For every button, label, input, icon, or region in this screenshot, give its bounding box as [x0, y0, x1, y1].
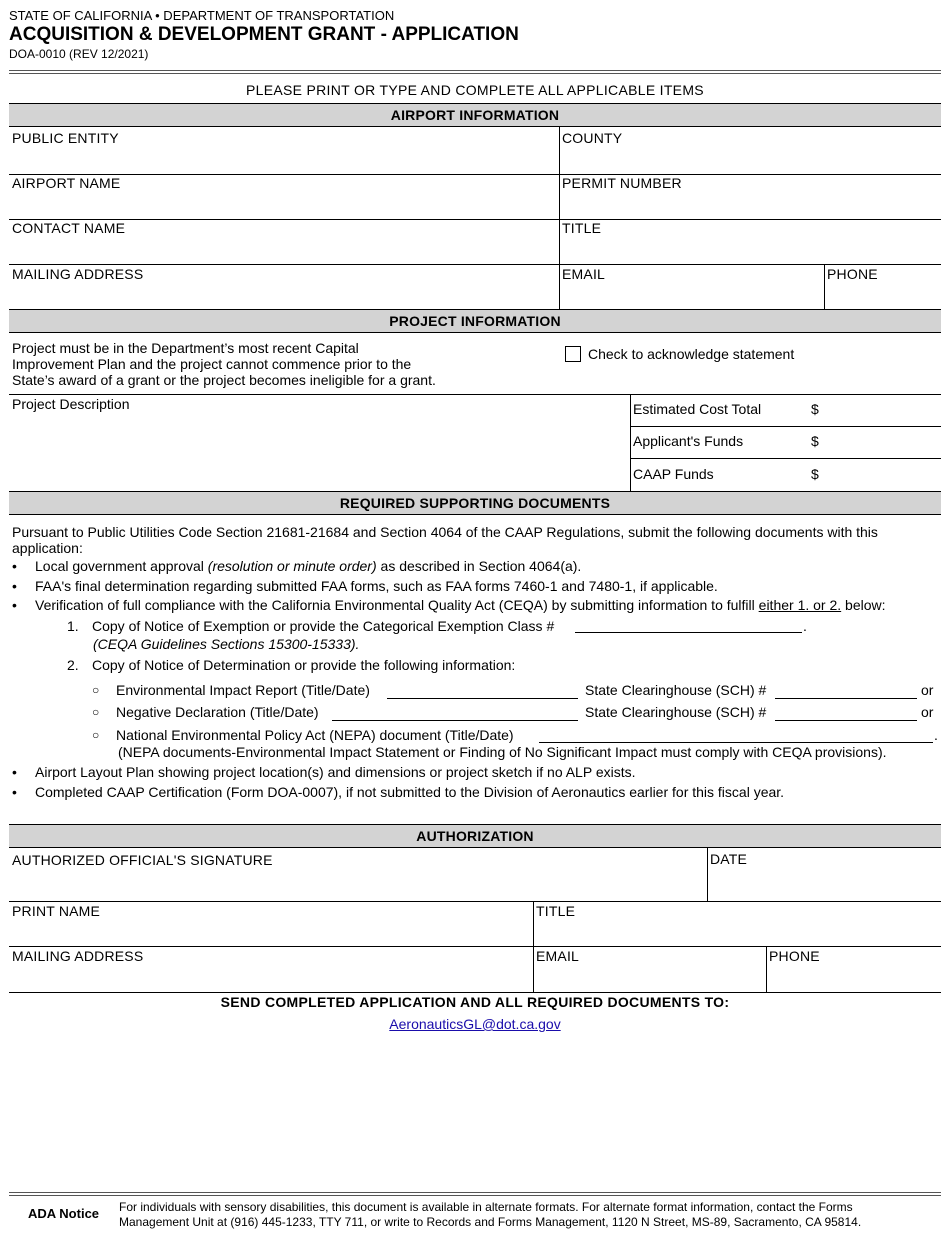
- nepa-note: (NEPA documents-Environmental Impact Statement or Finding of No Significant Impact must comply with CEQA provisions).: [118, 744, 887, 760]
- docs-intro-2: application:: [12, 540, 83, 556]
- bullet: •: [12, 764, 17, 780]
- doc-item-faa: FAA's final determination regarding submitted FAA forms, such as FAA forms 7460-1 and 7480-1, if applicable.: [35, 578, 718, 594]
- auth-phone-divider: [766, 946, 767, 992]
- agency-line: STATE OF CALIFORNIA • DEPARTMENT OF TRANSPORTATION: [9, 8, 395, 23]
- notice-of-exemption: Copy of Notice of Exemption or provide the Categorical Exemption Class #: [92, 618, 555, 634]
- project-statement-2: Improvement Plan and the project cannot commence prior to the: [12, 356, 412, 372]
- row-rule: [9, 219, 941, 220]
- auth-email-field[interactable]: EMAIL: [536, 948, 580, 964]
- public-entity-field[interactable]: PUBLIC ENTITY: [12, 130, 119, 146]
- cost-col-divider: [630, 394, 631, 491]
- circle-bullet: ○: [92, 705, 100, 719]
- send-instruction: SEND COMPLETED APPLICATION AND ALL REQUIRED DOCUMENTS TO:: [220, 994, 730, 1010]
- project-statement-1: Project must be in the Department’s most recent Capital: [12, 340, 359, 356]
- docs-heading: REQUIRED SUPPORTING DOCUMENTS: [9, 491, 941, 515]
- neg-sch-label: State Clearinghouse (SCH) #: [585, 704, 767, 720]
- docs-intro-1: Pursuant to Public Utilities Code Section 21681-21684 and Section 4064 of the CAAP Regulations, submit the following documents with this: [12, 524, 878, 540]
- ada-rule-2: [9, 1195, 941, 1196]
- ceqa-guidelines: (CEQA Guidelines Sections 15300-15333).: [93, 636, 360, 652]
- or-text: or: [921, 704, 934, 720]
- ada-text-1: For individuals with sensory disabilities, this document is available in alternate formats. For alternate format information, contact the Forms: [119, 1200, 853, 1214]
- negative-declaration-input[interactable]: [332, 720, 578, 721]
- eir-label: Environmental Impact Report (Title/Date): [116, 682, 370, 698]
- send-email-link[interactable]: AeronauticsGL@dot.ca.gov: [389, 1016, 561, 1032]
- phone-divider: [824, 265, 825, 310]
- exemption-class-input[interactable]: [575, 632, 802, 633]
- nepa-label: National Environmental Policy Act (NEPA) document (Title/Date): [116, 727, 514, 743]
- phone-field[interactable]: PHONE: [827, 266, 878, 282]
- applicant-funds-label: Applicant's Funds: [633, 433, 744, 449]
- ada-text-2: Management Unit at (916) 445-1233, TTY 711, or write to Records and Forms Management, 1120 N Street, MS-89, Sacramento, CA 95814.: [119, 1215, 862, 1229]
- county-field[interactable]: COUNTY: [562, 130, 623, 146]
- or-text: or: [921, 682, 934, 698]
- header-rule-2: [9, 73, 941, 74]
- circle-bullet: ○: [92, 728, 100, 742]
- bullet: •: [12, 578, 17, 594]
- bullet: •: [12, 597, 17, 613]
- caap-funds-label: CAAP Funds: [633, 466, 714, 482]
- notice-of-determination: Copy of Notice of Determination or provide the following information:: [92, 657, 516, 673]
- row-rule: [9, 264, 941, 265]
- contact-name-field[interactable]: CONTACT NAME: [12, 220, 126, 236]
- contact-title-field[interactable]: TITLE: [562, 220, 602, 236]
- neg-sch-input[interactable]: [775, 720, 917, 721]
- period: .: [934, 727, 938, 743]
- item-number-2: 2.: [67, 657, 79, 673]
- project-statement-3: State’s award of a grant or the project becomes ineligible for a grant.: [12, 372, 436, 388]
- item-number-1: 1.: [67, 618, 79, 634]
- header-rule: [9, 70, 941, 71]
- acknowledge-label: Check to acknowledge statement: [588, 346, 795, 362]
- caap-funds-field[interactable]: $: [811, 466, 819, 482]
- airport-name-field[interactable]: AIRPORT NAME: [12, 175, 121, 191]
- row-rule: [9, 174, 941, 175]
- estimated-cost-label: Estimated Cost Total: [633, 401, 762, 417]
- auth-mailing-address-field[interactable]: MAILING ADDRESS: [12, 948, 144, 964]
- auth-date-divider: [707, 848, 708, 901]
- cost-rule: [630, 458, 941, 459]
- mailing-address-field[interactable]: MAILING ADDRESS: [12, 266, 144, 282]
- auth-rule: [9, 946, 941, 947]
- authorization-heading: AUTHORIZATION: [9, 824, 941, 848]
- instruction-line: PLEASE PRINT OR TYPE AND COMPLETE ALL APPLICABLE ITEMS: [246, 82, 704, 98]
- auth-rule: [9, 992, 941, 993]
- airport-info-heading: AIRPORT INFORMATION: [9, 103, 941, 127]
- doc-item-certification: Completed CAAP Certification (Form DOA-0007), if not submitted to the Division of Aeronautics earlier for this fiscal year.: [35, 784, 785, 800]
- eir-input[interactable]: [387, 698, 578, 699]
- doc-item-local-approval: Local government approval (resolution or minute order) as described in Section 4064(a).: [35, 558, 582, 574]
- nepa-input[interactable]: [539, 742, 933, 743]
- permit-number-field[interactable]: PERMIT NUMBER: [562, 175, 682, 191]
- estimated-cost-field[interactable]: $: [811, 401, 819, 417]
- bullet: •: [12, 558, 17, 574]
- project-description-field[interactable]: Project Description: [12, 396, 130, 412]
- acknowledge-checkbox[interactable]: [565, 346, 581, 362]
- ada-rule: [9, 1192, 941, 1193]
- cost-rule: [630, 426, 941, 427]
- signature-field[interactable]: AUTHORIZED OFFICIAL'S SIGNATURE: [12, 852, 273, 868]
- ada-label: ADA Notice: [28, 1206, 100, 1221]
- auth-title-field[interactable]: TITLE: [536, 903, 576, 919]
- auth-phone-field[interactable]: PHONE: [769, 948, 820, 964]
- circle-bullet: ○: [92, 683, 100, 697]
- doc-item-ceqa: Verification of full compliance with the California Environmental Quality Act (CEQA) by submitting information to fulfill either 1. or 2. below:: [35, 597, 886, 613]
- form-number: DOA-0010 (REV 12/2021): [9, 47, 149, 61]
- negative-declaration-label: Negative Declaration (Title/Date): [116, 704, 319, 720]
- project-info-heading: PROJECT INFORMATION: [9, 309, 941, 333]
- send-email-wrap: [0, 1016, 950, 1032]
- date-field[interactable]: DATE: [710, 851, 748, 867]
- email-field[interactable]: EMAIL: [562, 266, 606, 282]
- form-title: ACQUISITION & DEVELOPMENT GRANT - APPLICATION: [9, 24, 519, 45]
- auth-rule: [9, 901, 941, 902]
- bullet: •: [12, 784, 17, 800]
- eir-sch-label: State Clearinghouse (SCH) #: [585, 682, 767, 698]
- doc-item-alp: Airport Layout Plan showing project location(s) and dimensions or project sketch if no ALP exists.: [35, 764, 636, 780]
- applicant-funds-field[interactable]: $: [811, 433, 819, 449]
- eir-sch-input[interactable]: [775, 698, 917, 699]
- period: .: [803, 618, 807, 634]
- project-rule: [9, 394, 941, 395]
- print-name-field[interactable]: PRINT NAME: [12, 903, 101, 919]
